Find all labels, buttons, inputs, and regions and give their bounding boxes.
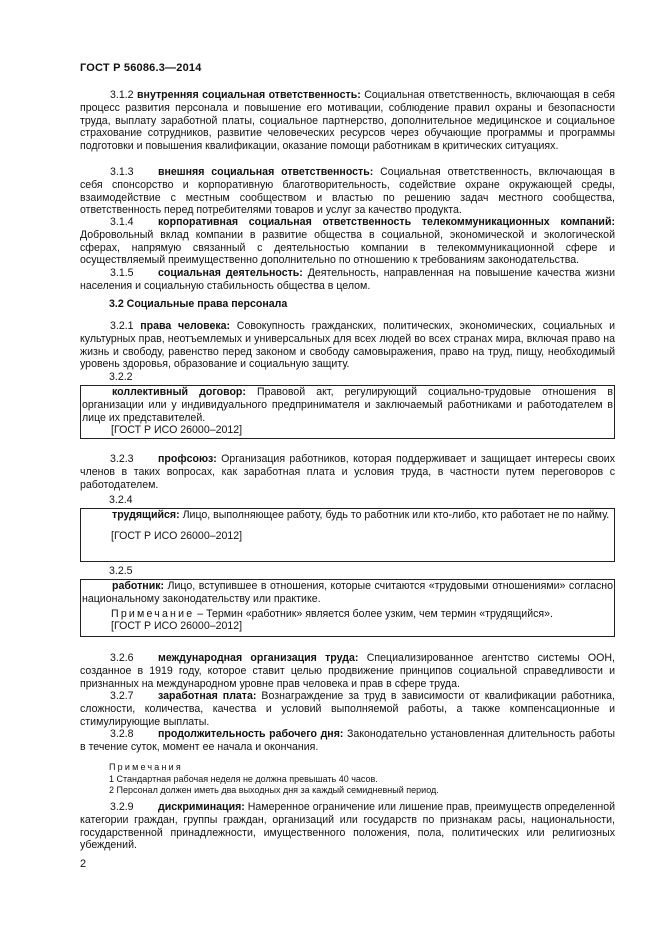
definition-text: Добровольный вклад компании в развитие общества в социальной, экономической и экологической сферах, напрямую связанный с деятельностью компании в телекоммуникационной сфере и осуществляемый преимущественно дополнительно по отношению к требованиям законодательства.: [80, 228, 615, 267]
definition-3-1-3: [80, 166, 615, 217]
term: права человека:: [140, 320, 231, 332]
notes-label: Примечания: [109, 762, 183, 772]
definition-3-1-5: [80, 267, 615, 293]
definition-3-2-3: [80, 453, 615, 491]
source-reference: [ГОСТ Р ИСО 26000–2012]: [111, 529, 243, 542]
clause-number-3-2-5: 3.2.5: [109, 565, 133, 577]
definition-3-1-2: [80, 89, 615, 153]
clause-number-3-2-2: 3.2.2: [109, 371, 133, 383]
clause-number: 3.2.8: [110, 728, 134, 740]
term: коллективный договор:: [112, 386, 246, 398]
definition-3-1-4: [80, 216, 615, 267]
definition-text: Специализированное агентство системы ООН, созданное в 1919 году, которое ставит целью продвижение принципов социальной справедливости и признанных на международном уровне прав человека и прав в сфере труда.: [80, 652, 615, 690]
clause-number-3-2-4: 3.2.4: [109, 494, 133, 506]
definition-3-2-1: [80, 320, 615, 371]
term: продолжительность рабочего дня:: [158, 728, 344, 740]
clause-number: 3.2.1: [110, 320, 134, 332]
definition-text: Лицо, вступившее в отношения, которые считаются «трудовыми отношениями» согласно национальному законодательству или практике.: [82, 580, 613, 605]
clause-number: 3.2.6: [110, 652, 134, 664]
term: профсоюз:: [158, 453, 217, 465]
quoted-definition-box-3-2-2: [80, 385, 615, 439]
clause-number: 3.1.2: [110, 89, 134, 101]
quoted-definition-box-3-2-4: [80, 508, 615, 562]
clause-number: 3.2.3: [110, 453, 134, 465]
definition-3-2-9: [80, 801, 615, 852]
source-reference: [ГОСТ Р ИСО 26000–2012]: [111, 620, 243, 633]
clause-number: 3.2.9: [110, 801, 134, 813]
definition-text: Законодательно установленная длительность работы в течение суток, момент ее начала и окончания.: [80, 728, 615, 753]
definition-text: Социальная ответственность, включающая в себя спонсорство и корпоративную благотворительность, содействие охране окружающей среды, взаимодействие с местным сообществом и властью по решению задач местного сообщества, ответственность перед потребителями товаров и услуг за качество продукта.: [80, 166, 615, 217]
term: трудящийся:: [112, 509, 180, 521]
definition-text: Организация работников, которая поддерживает и защищает интересы своих членов в таких вопросах, как заработная плата и условия труда, в частности путем переговоров с работодателем.: [80, 453, 615, 491]
definition-3-2-6: [80, 652, 615, 690]
term: международная организация труда:: [158, 652, 359, 664]
document-header: ГОСТ Р 56086.3—2014: [80, 62, 202, 74]
clause-number: 3.1.3: [110, 166, 134, 178]
note-item: 1 Стандартная рабочая неделя не должна превышать 40 часов.: [109, 773, 378, 784]
definition-3-2-8: [80, 728, 615, 754]
term: работник:: [112, 580, 165, 592]
term: внешняя социальная ответственность:: [158, 166, 374, 178]
notes-block: [109, 762, 614, 797]
term: внутренняя социальная ответственность:: [137, 89, 361, 101]
section-heading-3-2: 3.2 Социальные права персонала: [109, 298, 288, 310]
term: корпоративная социальная ответственность телекоммуникационных компаний:: [158, 216, 615, 228]
definition-text: Лицо, выполняющее работу, будь то работник или кто-либо, кто работает не по найму.: [179, 509, 610, 521]
term: социальная деятельность:: [158, 267, 303, 279]
note-item: 2 Персонал должен иметь два выходных дня за каждый семидневный период.: [109, 785, 439, 795]
definition-3-2-7: [80, 690, 615, 728]
definition-text: Намеренное ограничение или лишение прав, преимуществ определенной категории граждан, группы граждан, организаций или государств по признакам расы, национальности, государственной принадлежности, имущественного положения, пола, политических или религиозных убеждений.: [80, 801, 615, 852]
clause-number: 3.1.4: [110, 216, 134, 228]
definition-text: Вознаграждение за труд в зависимости от квалификации работника, сложности, количества, качества и условий выполняемой работы, а также компенсационные и стимулирующие выплаты.: [80, 690, 615, 728]
source-reference: [ГОСТ Р ИСО 26000–2012]: [111, 424, 243, 437]
note-label: Примечание: [111, 607, 195, 620]
definition-text: Правовой акт, регулирующий социально-трудовые отношения в организации или у индивидуального предпринимателя и заключаемый работниками и работодателем в лице их представителей.: [82, 386, 613, 424]
term: дискриминация:: [158, 801, 245, 813]
definition-text: Совокупность гражданских, политических, экономических, социальных и культурных прав, неотъемлемых и универсальных для всех людей во всех странах мира, включая право на жизнь и свободу, равенство перед законом и свободу самовыражения, право на труд, пищу, необходимый уровень здоровья, образование и социальную защиту.: [80, 320, 615, 371]
definition-text: Деятельность, направленная на повышение качества жизни населения и социальную стабильность общества в целом.: [80, 267, 615, 292]
page-number: 2: [80, 858, 87, 870]
definition-text: Социальная ответственность, включающая в себя процесс развития персонала и повышение его мотивации, соблюдение правил охраны и безопасности труда, выплату заработной платы, социальное партнерство, дополнительное медицинское и социальное страхование сотрудников, развитие человеческих ресурсов через обучающие программы и программы подготовки и повышения квалификации, оказание помощи работникам в критических ситуациях.: [80, 89, 615, 153]
clause-number: 3.2.7: [110, 690, 134, 702]
term: заработная плата:: [158, 690, 257, 702]
quoted-definition-box-3-2-5: [80, 579, 615, 637]
clause-number: 3.1.5: [110, 267, 134, 279]
note-text: – Термин «работник» является более узким, чем термин «трудящийся».: [194, 607, 553, 620]
